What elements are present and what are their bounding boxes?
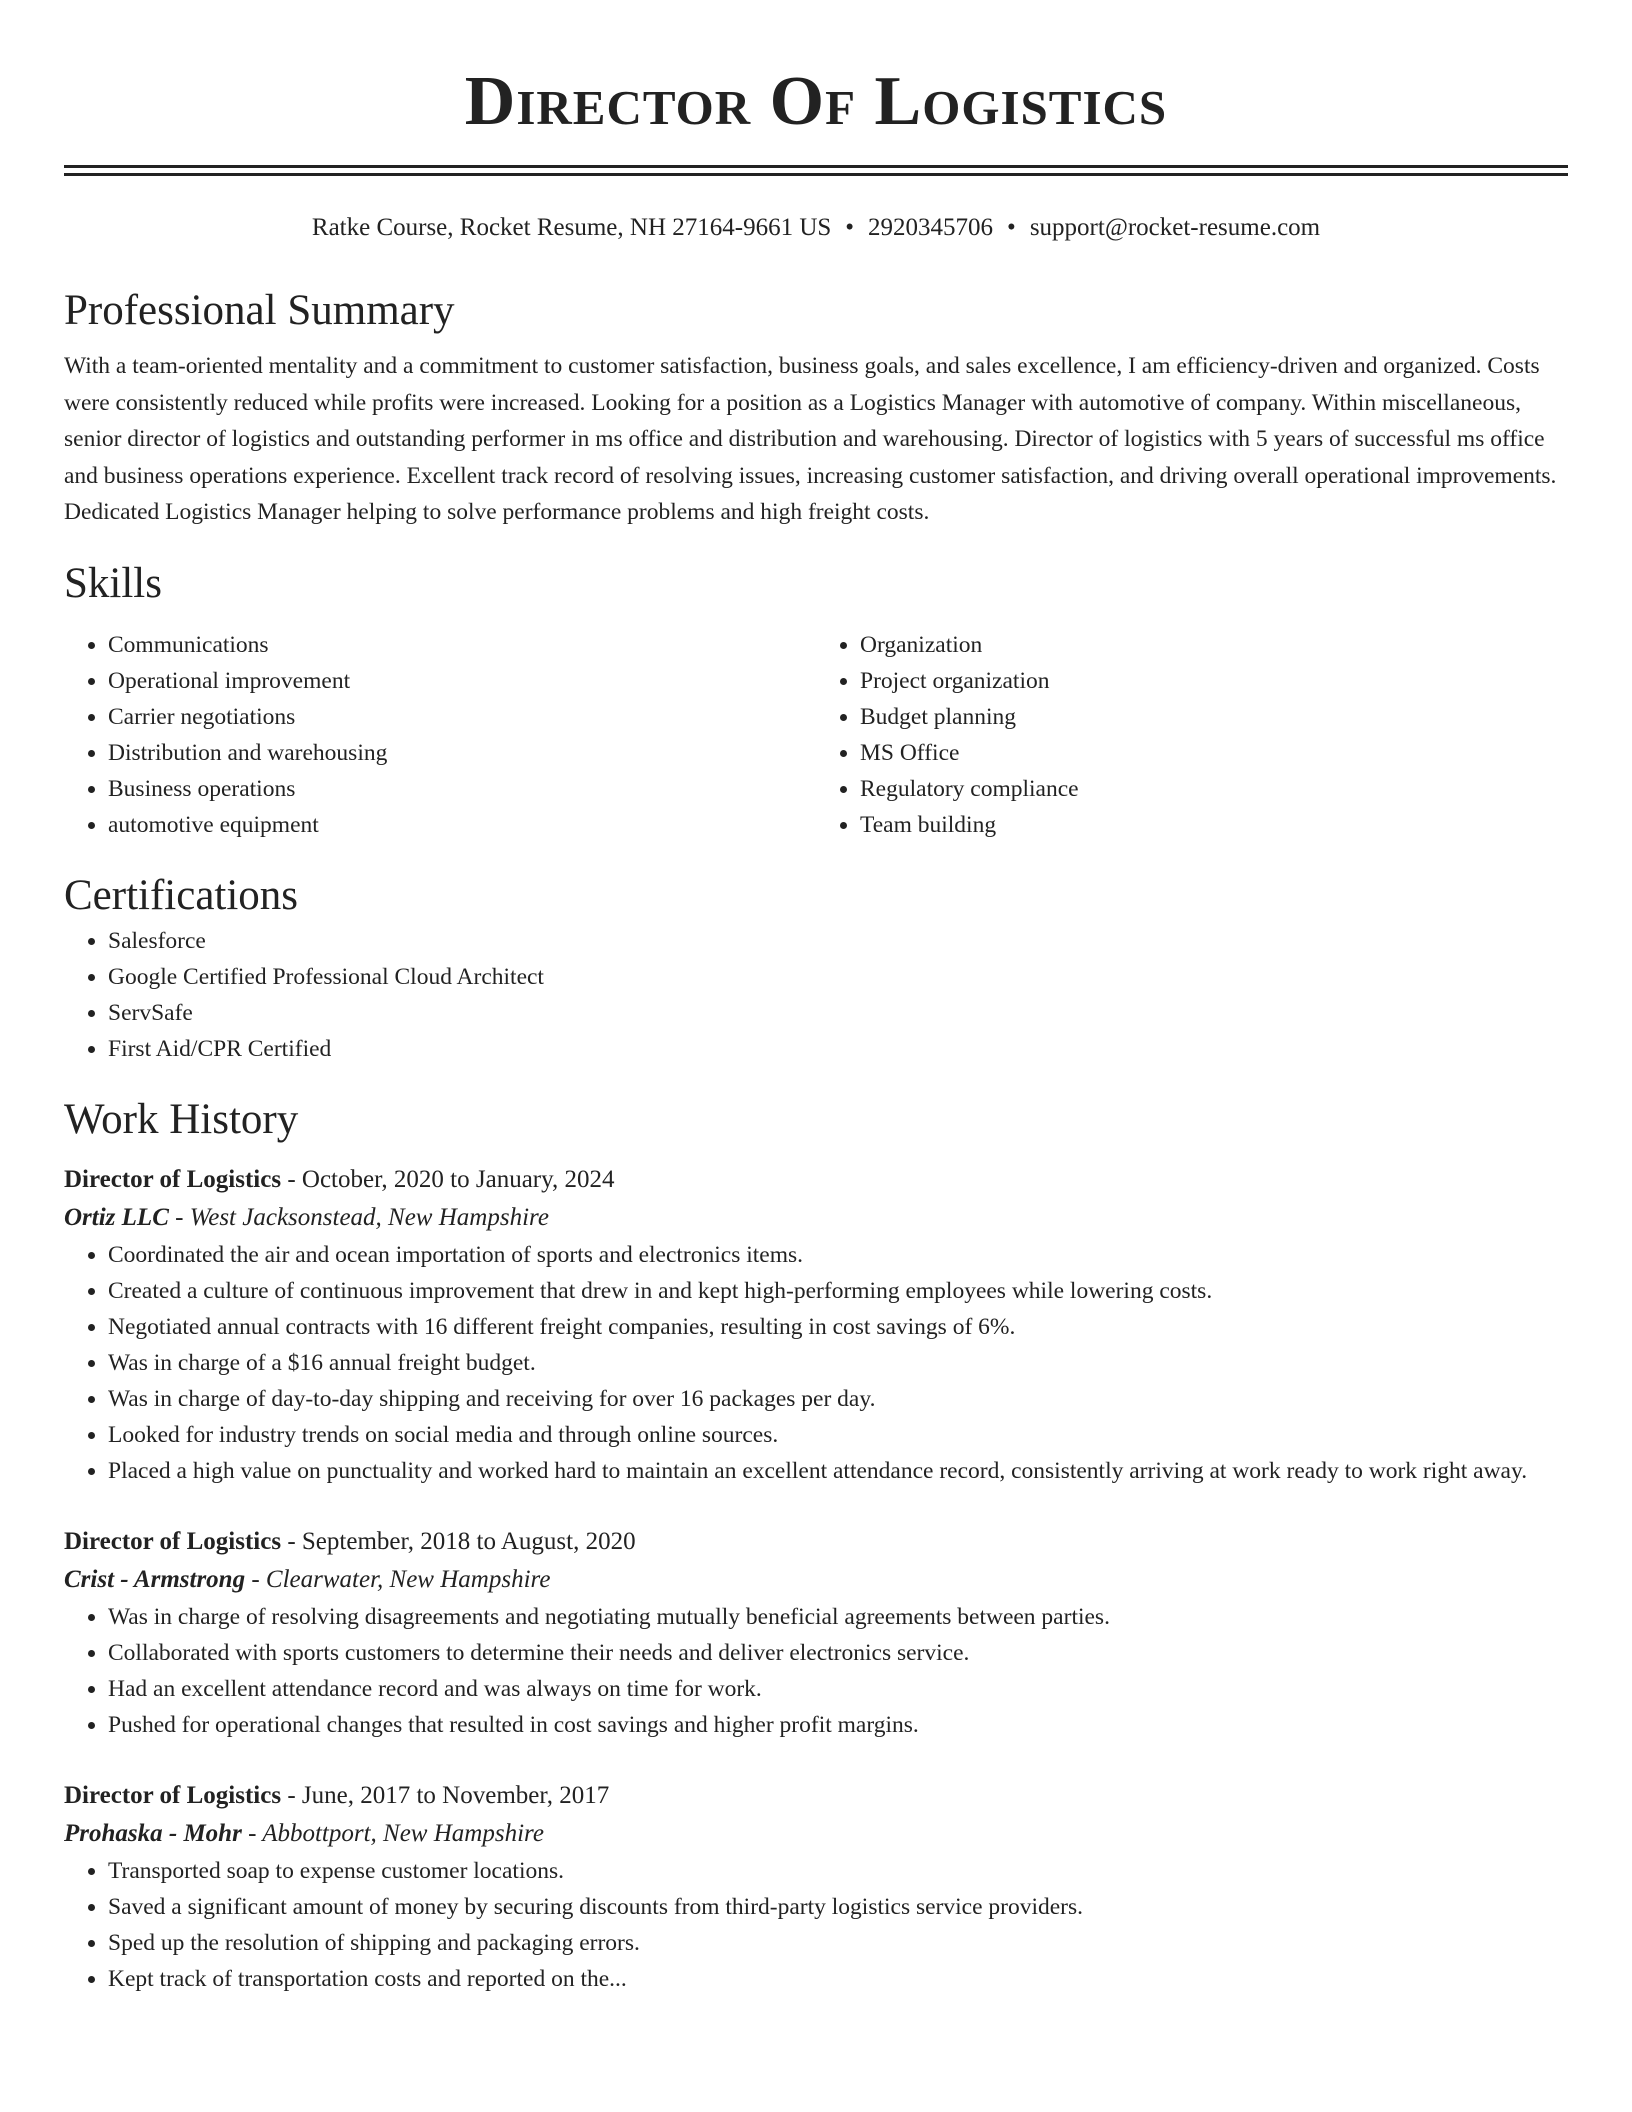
job-entry — [64, 1523, 1568, 1743]
job-duty: • Pushed for operational changes that resulted in cost savings and higher profit margins. — [108, 1707, 1568, 1743]
summary-text: With a team-oriented mentality and a commitment to customer satisfaction, business goals, and sales excellence, I am efficiency-driven and organized. Costs were consistently reduced while profits were increased. Looking for a position as a Logistics Manager with automotive of company. Within miscellaneous, senior director of logistics and outstanding performer in ms office and distribution and warehousing. Director of logistics with 5 years of successful ms office and business operations experience. Excellent track record of resolving issues, increasing customer satisfaction, and driving overall operational improvements. Dedicated Logistics Manager helping to solve performance problems and high freight costs. — [64, 353, 1557, 525]
job-duty: • Kept track of transportation costs and reported on the... — [108, 1961, 1568, 1997]
company-line — [64, 1561, 1568, 1599]
summary-heading: Professional Summary — [64, 287, 455, 334]
job-duty: • Had an excellent attendance record and was always on time for work. — [108, 1671, 1568, 1707]
skills-list-right — [816, 627, 1568, 843]
certification-item: • Salesforce — [108, 923, 1568, 959]
skills-columns — [64, 627, 1568, 843]
contact-address: Ratke Course, Rocket Resume, NH 27164-9661 US — [311, 214, 832, 241]
job-duty: • Was in charge of resolving disagreements and negotiating mutually beneficial agreements between parties. — [108, 1599, 1568, 1635]
job-duties-list — [64, 1853, 1568, 1997]
skill-item: • automotive equipment — [108, 807, 816, 843]
job-dates: - June, 2017 to November, 2017 — [281, 1781, 610, 1809]
skill-item: • Budget planning — [860, 699, 1568, 735]
skill-item: • Project organization — [860, 663, 1568, 699]
job-duty: • Created a culture of continuous improvement that drew in and kept high-performing employees while lowering costs. — [108, 1273, 1568, 1309]
job-title: Director of Logistics — [64, 1527, 282, 1555]
skill-item: • Regulatory compliance — [860, 771, 1568, 807]
company-location: - Abbottport, New Hampshire — [241, 1819, 544, 1847]
skill-item: • Carrier negotiations — [108, 699, 816, 735]
certification-item: • First Aid/CPR Certified — [108, 1031, 1568, 1067]
job-dates: - October, 2020 to January, 2024 — [281, 1165, 615, 1193]
job-duty: • Was in charge of day-to-day shipping and receiving for over 16 packages per day. — [108, 1381, 1568, 1417]
job-duty: • Coordinated the air and ocean importation of sports and electronics items. — [108, 1237, 1568, 1273]
job-entry — [64, 1777, 1568, 1997]
certification-item: • Google Certified Professional Cloud Architect — [108, 959, 1568, 995]
job-duties-list — [64, 1599, 1568, 1743]
resume-page — [64, 0, 1568, 1997]
job-duty: • Saved a significant amount of money by securing discounts from third-party logistics service providers. — [108, 1889, 1568, 1925]
job-dates: - September, 2018 to August, 2020 — [281, 1527, 636, 1555]
skill-item: • Operational improvement — [108, 663, 816, 699]
title-divider-top — [64, 165, 1568, 168]
job-duty: • Collaborated with sports customers to determine their needs and deliver electronics service. — [108, 1635, 1568, 1671]
job-title-line — [64, 1161, 1568, 1199]
company-line — [64, 1815, 1568, 1853]
certifications-heading: Certifications — [64, 871, 299, 919]
title-divider-bottom — [64, 173, 1568, 176]
skill-item: • Team building — [860, 807, 1568, 843]
company-location: - Clearwater, New Hampshire — [245, 1565, 551, 1593]
skill-item: • Business operations — [108, 771, 816, 807]
company-location: - West Jacksonstead, New Hampshire — [168, 1203, 549, 1231]
skills-list-left — [64, 627, 816, 843]
certifications-list — [64, 923, 1568, 1067]
job-entry — [64, 1161, 1568, 1489]
contact-line — [64, 212, 1568, 244]
work-history-heading: Work History — [64, 1095, 299, 1143]
contact-separator: • — [1007, 214, 1016, 241]
company-name: Ortiz LLC — [64, 1203, 169, 1231]
skills-heading: Skills — [64, 559, 162, 607]
company-name: Crist - Armstrong — [64, 1565, 246, 1593]
certification-item: • ServSafe — [108, 995, 1568, 1031]
job-duty: • Was in charge of a $16 annual freight budget. — [108, 1345, 1568, 1381]
contact-phone: 2920345706 — [868, 214, 994, 241]
contact-email: support@rocket-resume.com — [1029, 214, 1321, 241]
job-duties-list — [64, 1237, 1568, 1489]
skill-item: • Distribution and warehousing — [108, 735, 816, 771]
job-title-line — [64, 1523, 1568, 1561]
job-duty: • Looked for industry trends on social media and through online sources. — [108, 1417, 1568, 1453]
job-duty: • Transported soap to expense customer locations. — [108, 1853, 1568, 1889]
company-name: Prohaska - Mohr — [64, 1819, 242, 1847]
job-duty: • Negotiated annual contracts with 16 different freight companies, resulting in cost savings of 6%. — [108, 1309, 1568, 1345]
company-line — [64, 1199, 1568, 1237]
contact-separator: • — [845, 214, 855, 241]
job-title: Director of Logistics — [64, 1165, 282, 1193]
skill-item: • Organization — [860, 627, 1568, 663]
job-title-line — [64, 1777, 1568, 1815]
skill-item: • MS Office — [860, 735, 1568, 771]
job-duty: • Sped up the resolution of shipping and packaging errors. — [108, 1925, 1568, 1961]
skill-item: • Communications — [108, 627, 816, 663]
page-title: Director Of Logistics — [464, 63, 1168, 140]
job-duty: • Placed a high value on punctuality and worked hard to maintain an excellent attendance record, consistently arriving at work ready to work right away. — [108, 1453, 1568, 1489]
job-title: Director of Logistics — [64, 1781, 282, 1809]
